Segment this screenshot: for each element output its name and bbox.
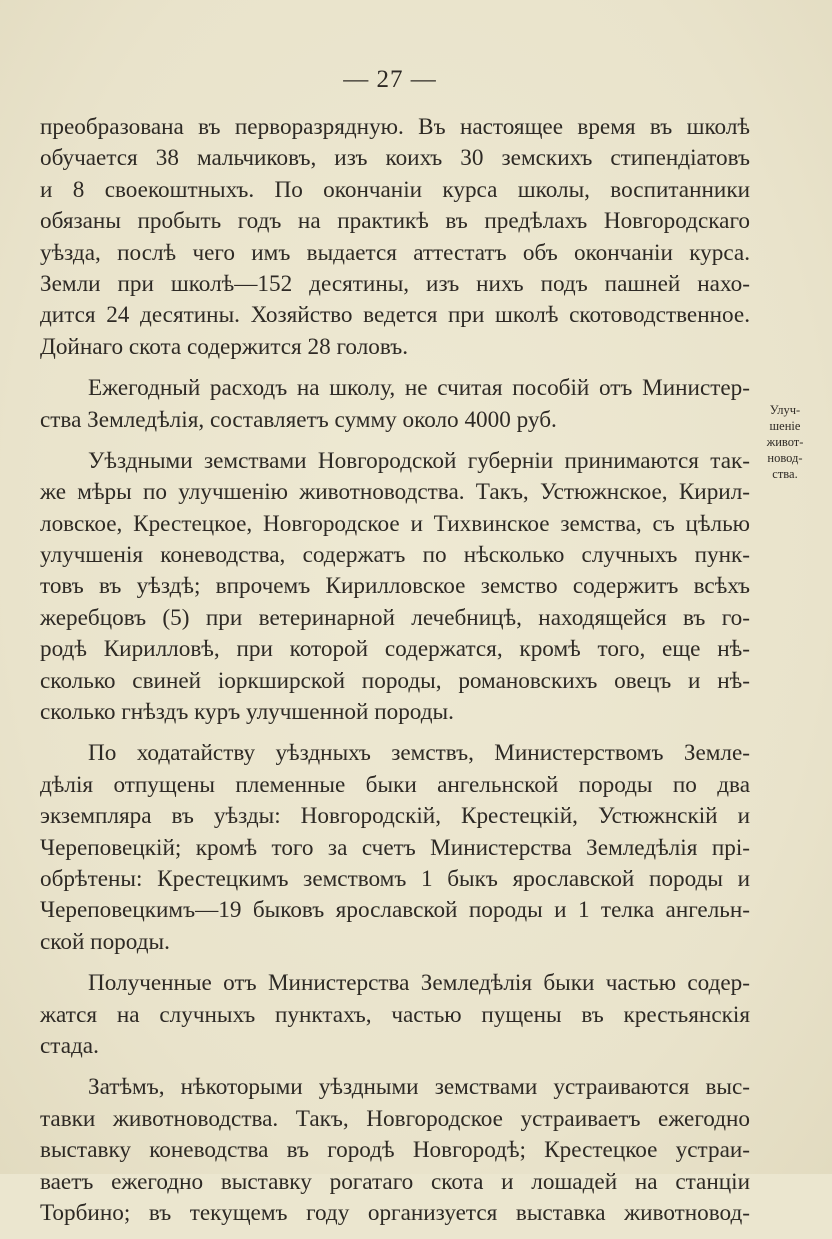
text-line: уѣзда, послѣ чего имъ выдается аттестатъ объ окончаніи курса. [40, 239, 750, 266]
paragraph [40, 738, 750, 958]
text-line: дится 24 десятины. Хозяйство ведется при школѣ скотоводственное. [40, 302, 750, 329]
text-line: ства Земледѣлія, составляетъ сумму около 4000 руб. [40, 406, 557, 433]
text-line: ловское, Крестецкое, Новгородское и Тихвинское земства, съ цѣлью [40, 510, 750, 537]
text-line: сколько гнѣздъ куръ улучшенной породы. [40, 699, 454, 726]
text-line: Череповецкимъ—19 быковъ ярославской породы и 1 телка ангельн- [40, 897, 750, 924]
text-line: Земли при школѣ—152 десятины, изъ нихъ подъ пашней нахо- [40, 270, 750, 297]
text-line: улучшенія коневодства, содержатъ по нѣсколько случныхъ пунк- [40, 542, 750, 569]
text-line: жеребцовъ (5) при ветеринарной лечебницѣ, находящейся въ го- [40, 604, 750, 631]
margin-note [756, 402, 814, 482]
margin-note-line: Улуч- [769, 403, 801, 417]
text-line: же мѣры по улучшенію животноводства. Такъ, Устюжнское, Кирил- [40, 479, 750, 506]
text-line: выставку коневодства въ городѣ Новгородѣ; Крестецкое устраи- [40, 1137, 750, 1164]
paragraph [40, 968, 750, 1062]
text-line: тавки животноводства. Такъ, Новгородское устраиваетъ ежегодно [40, 1105, 750, 1132]
text-line: ваетъ ежегодно выставку рогатаго скота и лошадей на станціи [40, 1168, 750, 1195]
text-line: дѣлія отпущены племенные быки ангельнской породы по два [40, 771, 750, 798]
margin-note-line: ства. [772, 467, 798, 481]
paragraph [40, 1072, 750, 1229]
text-line: Затѣмъ, нѣкоторыми уѣздными земствами устраиваются выс- [88, 1074, 750, 1101]
text-line: ской породы. [40, 928, 170, 955]
text-line: обрѣтены: Крестецкимъ земствомъ 1 быкъ ярославской породы и [40, 865, 750, 892]
text-line: Дойнаго скота содержится 28 головъ. [40, 333, 409, 360]
text-line: Ежегодный расходъ на школу, не считая пособій отъ Министер- [88, 375, 750, 402]
text-line: обязаны пробыть годъ на практикѣ въ предѣлахъ Новгородскаго [40, 208, 750, 235]
paragraph [40, 373, 750, 436]
text-line: Полученные отъ Министерства Земледѣлія быки частью содер- [88, 970, 750, 997]
paragraph [40, 446, 750, 729]
text-line: сколько свиней іоркширской породы, романовскихъ овецъ и нѣ- [40, 667, 750, 694]
text-line: экземпляра въ уѣзды: Новгородскій, Крестецкій, Устюжнскій и [40, 803, 750, 830]
text-line: и 8 своекоштныхъ. По окончаніи курса школы, воспитанники [40, 176, 750, 203]
page-number: — 27 — [343, 66, 437, 93]
text-line: обучается 38 мальчиковъ, изъ коихъ 30 земскихъ стипендіатовъ [40, 145, 750, 172]
paragraph [40, 112, 750, 363]
text-line: товъ въ уѣздѣ; впрочемъ Кирилловское земство содержитъ всѣхъ [40, 573, 750, 600]
text-line: Уѣздными земствами Новгородской губерніи принимаются так- [88, 447, 750, 474]
text-line: родѣ Кирилловѣ, при которой содержатся, кромѣ того, еще нѣ- [40, 636, 750, 663]
text-line: жатся на случныхъ пунктахъ, частью пущены въ крестьянскія [40, 1001, 750, 1028]
text-line: По ходатайству уѣздныхъ земствъ, Министерствомъ Земле- [88, 740, 750, 767]
text-line: преобразована въ перворазрядную. Въ настоящее время въ школѣ [40, 114, 750, 140]
margin-note-line: новод- [767, 451, 803, 465]
text-line: Торбино; въ текущемъ году организуется выставка животновод- [40, 1199, 750, 1226]
body-text [40, 112, 750, 1239]
text-line: Череповецкій; кромѣ того за счетъ Министерства Земледѣлія прі- [40, 834, 750, 861]
margin-note-line: шеніе [769, 419, 801, 433]
margin-note-line: живот- [766, 435, 804, 449]
text-line: стада. [40, 1032, 99, 1059]
